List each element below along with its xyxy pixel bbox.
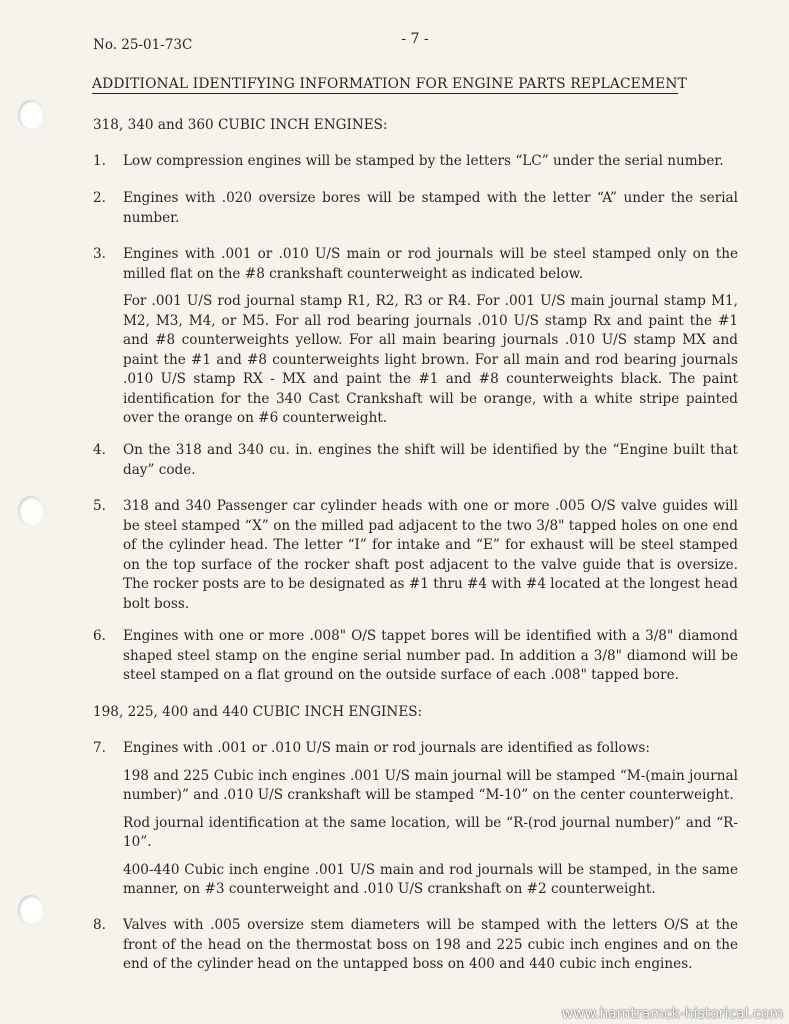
item-number: 7.: [93, 740, 106, 756]
item-paragraph: Rod journal identification at the same location, will be “R-(rod journal number)” and “R-10”.: [123, 814, 738, 850]
item-paragraph: Engines with .001 or .010 U/S main or rod journals will be steel stamped only on the milled flat on the #8 crankshaft counterweight as indicated below.: [123, 246, 738, 282]
item-body: [123, 152, 738, 172]
list-item-8: [93, 916, 738, 975]
item-number: 2.: [93, 190, 106, 206]
item-paragraph: Low compression engines will be stamped by the letters “LC” under the serial number.: [123, 153, 724, 169]
site-watermark: www.hamtramck-historical.com: [561, 1006, 783, 1022]
item-paragraph: Valves with .005 oversize stem diameters will be stamped with the letters O/S at the front of the head on the thermostat boss on 198 and 225 cubic inch engines and on the end of the cylinder head on the untapped boss on 400 and 440 cubic inch engines.: [123, 917, 738, 972]
item-number: 3.: [93, 246, 106, 262]
list-item-1: [93, 152, 738, 172]
item-body: [123, 245, 738, 429]
item-paragraph: Engines with .020 oversize bores will be stamped with the letter “A” under the serial number.: [123, 190, 738, 226]
item-body: [123, 739, 738, 900]
section-heading-198-225-400-440: 198, 225, 400 and 440 CUBIC INCH ENGINES:: [93, 704, 423, 720]
punch-hole: [18, 496, 44, 526]
list-item-7: [93, 739, 738, 900]
list-item-5: [93, 497, 738, 614]
item-paragraph: 318 and 340 Passenger car cylinder heads with one or more .005 O/S valve guides will be steel stamped “X” on the milled pad adjacent to the two 3/8" tapped holes on one end of the cylinder head. The letter “I” for intake and “E” for exhaust will be steel stamped on the top surface of the rocker shaft post adjacent to the valve guide that is oversize. The rocker posts are to be designated as #1 thru #4 with #4 located at the longest head bolt boss.: [123, 498, 738, 612]
page-number: - 7 -: [401, 31, 429, 47]
item-body: [123, 916, 738, 975]
item-body: [123, 627, 738, 686]
list-item-4: [93, 441, 738, 480]
punch-hole: [18, 100, 44, 130]
page-title: ADDITIONAL IDENTIFYING INFORMATION FOR ENGINE PARTS REPLACEMENT: [92, 76, 687, 92]
punch-hole: [18, 895, 44, 925]
item-paragraph: On the 318 and 340 cu. in. engines the shift will be identified by the “Engine built that day” code.: [123, 442, 738, 478]
item-number: 8.: [93, 917, 106, 933]
item-number: 1.: [93, 153, 106, 169]
item-paragraph: 198 and 225 Cubic inch engines .001 U/S main journal will be stamped “M-(main journal number)” and .010 U/S crankshaft will be stamped “M-10” on the center counterweight.: [123, 767, 738, 803]
item-paragraph: Engines with .001 or .010 U/S main or rod journals are identified as follows:: [123, 740, 650, 756]
item-number: 5.: [93, 498, 106, 514]
item-body: [123, 189, 738, 228]
item-paragraph: Engines with one or more .008" O/S tappet bores will be identified with a 3/8" diamond shaped steel stamp on the engine serial number pad. In addition a 3/8" diamond will be steel stamped on a flat ground on the outside surface of each .008" tapped bore.: [123, 628, 738, 683]
item-paragraph: For .001 U/S rod journal stamp R1, R2, R3 or R4. For .001 U/S main journal stamp M1, M2, M3, M4, or M5. For all rod bearing journals .010 U/S stamp Rx and paint the #1 and #8 counterweights yellow. For all main bearing journals .010 U/S stamp MX and paint the #1 and #8 counterweights light brown. For all main and rod bearing journals .010 U/S stamp RX - MX and paint the #1 and #8 counterweights black. The paint identification for the 340 Cast Crankshaft will be orange, with a white stripe painted over the orange on #6 counterweight.: [123, 293, 738, 426]
list-item-2: [93, 189, 738, 228]
section-heading-318-340-360: 318, 340 and 360 CUBIC INCH ENGINES:: [93, 117, 388, 133]
item-body: [123, 441, 738, 480]
list-item-3: [93, 245, 738, 429]
item-body: [123, 497, 738, 614]
item-number: 6.: [93, 628, 106, 644]
item-number: 4.: [93, 442, 106, 458]
item-paragraph: 400-440 Cubic inch engine .001 U/S main and rod journals will be stamped, in the same manner, on #3 counterweight and .010 U/S crankshaft on #2 counterweight.: [123, 861, 738, 897]
document-number: No. 25-01-73C: [93, 37, 193, 53]
list-item-6: [93, 627, 738, 686]
